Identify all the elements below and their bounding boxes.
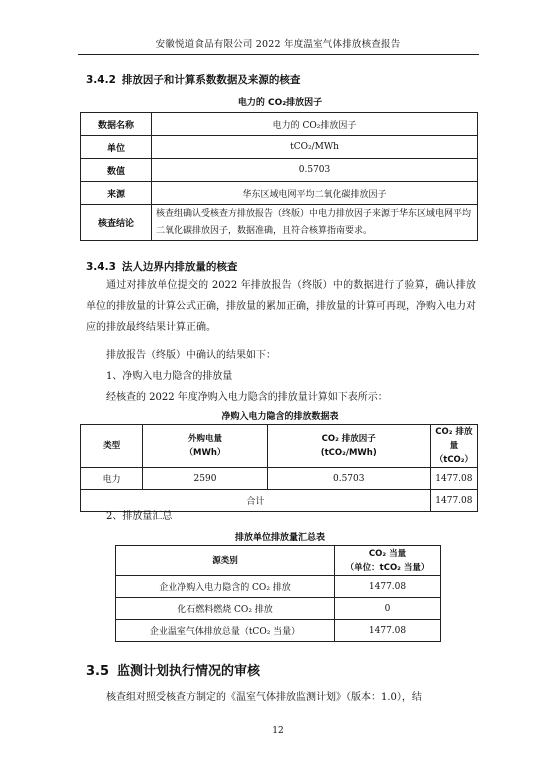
row-value: 电力的 CO₂排放因子 xyxy=(152,113,478,136)
col-header-factor xyxy=(267,425,430,468)
col-header-type: 类型 xyxy=(81,425,143,468)
section-title: 监测计划执行情况的审核 xyxy=(117,664,261,679)
table-row xyxy=(81,113,478,136)
cell-amount: 1477.08 xyxy=(335,576,441,598)
section-heading-3-4-2 xyxy=(86,72,300,87)
section-number: 3.5 xyxy=(86,664,110,679)
row-value: tCO₂/MWh xyxy=(152,136,478,159)
table-row xyxy=(116,598,441,620)
table-row xyxy=(116,576,441,598)
col-header-amount xyxy=(335,546,441,576)
row-key: 数据名称 xyxy=(81,113,152,136)
purchased-electricity-table xyxy=(80,424,478,512)
cell-factor: 0.5703 xyxy=(267,468,430,490)
col-header-purchase-line1: 外购电量 xyxy=(187,434,222,444)
table-row xyxy=(81,468,478,490)
cell-source: 化石燃料燃烧 CO₂ 排放 xyxy=(116,598,335,620)
section-heading-3-5 xyxy=(86,660,260,679)
cell-total-label: 合计 xyxy=(81,490,431,512)
row-value: 0.5703 xyxy=(152,159,478,182)
page-header: 安徽悦道食品有限公司 2022 年度温室气体排放核查报告 xyxy=(155,39,401,50)
cell-purchase: 2590 xyxy=(143,468,267,490)
col-header-amount-line1: CO₂ 当量 xyxy=(368,548,407,559)
table-caption-emission-factor: 电力的 CO₂排放因子 xyxy=(237,98,323,108)
row-key: 核查结论 xyxy=(81,205,152,241)
section-number: 3.4.3 xyxy=(86,261,116,273)
table-row xyxy=(116,620,441,642)
col-header-factor-line2: (tCO₂/MWh) xyxy=(320,448,377,458)
cell-total-value: 1477.08 xyxy=(430,490,477,512)
section-number: 3.4.2 xyxy=(86,74,116,86)
cell-source: 企业温室气体排放总量（tCO₂ 当量） xyxy=(116,620,335,642)
paragraph-monitoring-plan: 核查组对照受核查方制定的《温室气体排放监测计划》（版本：1.0），结 xyxy=(106,692,422,703)
cell-amount: 1477.08 xyxy=(335,620,441,642)
table-caption-emission-summary: 排放单位排放量汇总表 xyxy=(234,533,325,543)
table-row xyxy=(81,182,478,205)
section-title: 法人边界内排放量的核查 xyxy=(121,261,238,273)
row-key: 单位 xyxy=(81,136,152,159)
col-header-purchase xyxy=(143,425,267,468)
table-row xyxy=(81,136,478,159)
table-caption-purchased-electricity: 净购入电力隐含的排放数据表 xyxy=(221,412,339,422)
section-title: 排放因子和计算系数数据及来源的核查 xyxy=(121,74,301,86)
cell-emission: 1477.08 xyxy=(430,468,477,490)
col-header-emission xyxy=(430,425,477,468)
paragraph-table-intro: 经核查的 2022 年度净购入电力隐含的排放量计算如下表所示： xyxy=(106,392,388,403)
cell-source: 企业净购入电力隐含的 CO₂ 排放 xyxy=(116,576,335,598)
col-header-emission-line1: CO₂ 排放 xyxy=(435,427,473,437)
paragraph-results-intro: 排放报告（终版）中确认的结果如下： xyxy=(106,350,276,361)
list-item-1: 1、净购入电力隐含的排放量 xyxy=(106,371,233,382)
section-heading-3-4-3 xyxy=(86,259,237,274)
col-header-purchase-line2: （MWh） xyxy=(184,448,226,458)
col-header-factor-line1: CO₂ 排放因子 xyxy=(321,434,376,444)
row-key: 来源 xyxy=(81,182,152,205)
page-number: 12 xyxy=(272,726,284,736)
col-header-source: 源类别 xyxy=(116,546,335,576)
row-value: 华东区域电网平均二氧化碳排放因子 xyxy=(152,182,478,205)
table-header-row xyxy=(81,425,478,468)
paragraph-verification: 通过对排放单位提交的 2022 年排放报告（终版）中的数据进行了验算，确认排放单位的排放量的计算公式正确，排放量的累加正确，排放量的计算可再现，净购入电力对应的排放最终结果计算正确。 xyxy=(86,280,476,333)
table-header-row xyxy=(116,546,441,576)
emission-summary-table xyxy=(115,545,441,642)
header-rule xyxy=(78,54,479,55)
list-item-2: 2、排放量汇总 xyxy=(106,511,173,522)
cell-type: 电力 xyxy=(81,468,143,490)
row-value: 核查组确认受核查方排放报告（终版）中电力排放因子来源于华东区域电网平均二氧化碳排放因子，数据准确，且符合核算指南要求。 xyxy=(152,205,478,241)
table-row xyxy=(81,159,478,182)
cell-amount: 0 xyxy=(335,598,441,620)
row-key: 数值 xyxy=(81,159,152,182)
col-header-amount-line2: （单位：tCO₂ 当量） xyxy=(345,562,430,573)
col-header-emission-line2: 量（tCO₂） xyxy=(434,441,474,465)
emission-factor-table xyxy=(80,112,478,241)
table-row xyxy=(81,205,478,241)
